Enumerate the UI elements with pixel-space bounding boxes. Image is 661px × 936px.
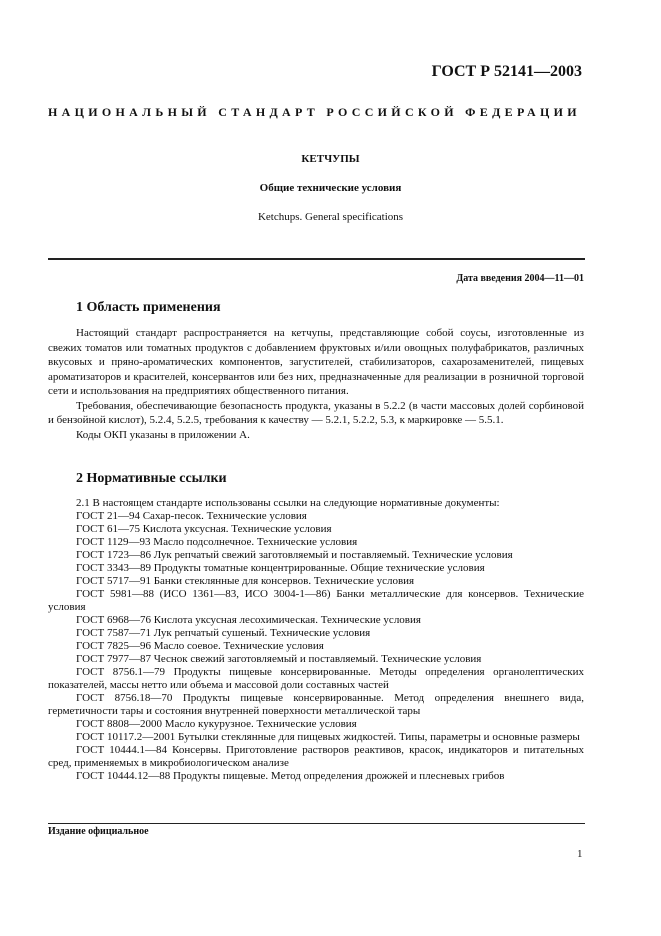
reference-item: ГОСТ 8808—2000 Масло кукурузное. Технические условия: [76, 718, 357, 730]
reference-item: ГОСТ 1723—86 Лук репчатый свежий заготовляемый и поставляемый. Технические условия: [76, 549, 513, 561]
document-subtitle: Общие технические условия: [259, 182, 402, 194]
page-number: 1: [577, 848, 583, 860]
section-2-heading: 2 Нормативные ссылки: [76, 471, 227, 486]
section-1-body: [48, 326, 584, 442]
reference-item: ГОСТ 7977—87 Чеснок свежий заготовляемый и поставляемый. Технические условия: [76, 653, 482, 665]
header-divider: [48, 258, 585, 260]
document-title: КЕТЧУПЫ: [301, 153, 360, 165]
reference-item: ГОСТ 7825—96 Масло соевое. Технические условия: [76, 640, 324, 652]
official-edition-label: Издание официальное: [48, 826, 149, 837]
reference-item: ГОСТ 6968—76 Кислота уксусная лесохимическая. Технические условия: [76, 614, 421, 626]
english-title: Ketchups. General specifications: [257, 211, 404, 223]
reference-item: ГОСТ 10444.12—88 Продукты пищевые. Метод определения дрожжей и плесневых грибов: [76, 770, 505, 782]
reference-item: ГОСТ 61—75 Кислота уксусная. Технические условия: [76, 523, 332, 535]
reference-item: ГОСТ 3343—89 Продукты томатные концентрированные. Общие технические условия: [76, 562, 485, 574]
section-1-paragraph: Настоящий стандарт распространяется на кетчупы, представляющие собой соусы, изготовленные из свежих томатов или томатных продуктов с добавлением фруктовых и/или овощных полуфабрикатов, различных вкусовых и пряно-ароматических компонентов, загустителей, стабилизаторов, сахарозаменителей, пищевых ароматизаторов и красителей, консервантов или без них, предназначенные для реализации в розничной торговой сети и использования на предприятиях общественного питания.: [48, 327, 584, 397]
reference-item: ГОСТ 1129—93 Масло подсолнечное. Технические условия: [76, 536, 358, 548]
reference-item: ГОСТ 21—94 Сахар-песок. Технические условия: [76, 510, 307, 522]
footer-divider: [48, 823, 585, 824]
references-intro: 2.1 В настоящем стандарте использованы ссылки на следующие нормативные документы:: [76, 497, 500, 509]
reference-item: ГОСТ 7587—71 Лук репчатый сушеный. Технические условия: [76, 627, 371, 639]
national-standard-banner: НАЦИОНАЛЬНЫЙ СТАНДАРТ РОССИЙСКОЙ ФЕДЕРАЦИИ: [48, 105, 581, 119]
introduction-date: Дата введения 2004—11—01: [456, 273, 584, 284]
reference-item: ГОСТ 8756.1—79 Продукты пищевые консервированные. Методы определения органолептических показателей, массы нетто или объема и массовой доли составных частей: [48, 666, 584, 691]
normative-references-list: [48, 497, 584, 783]
document-number: ГОСТ Р 52141—2003: [431, 63, 582, 80]
section-1-paragraph: Коды ОКП указаны в приложении А.: [76, 428, 250, 441]
reference-item: ГОСТ 5981—88 (ИСО 1361—83, ИСО 3004-1—86) Банки металлические для консервов. Технические условия: [48, 588, 584, 613]
reference-item: ГОСТ 5717—91 Банки стеклянные для консервов. Технические условия: [76, 575, 415, 587]
section-1-paragraph: Требования, обеспечивающие безопасность продукта, указаны в 5.2.2 (в части массовых долей сорбиновой и бензойной кислот), 5.2.4, 5.2.5, требования к качеству — 5.2.1, 5.2.2, 5.3, к маркировке — 5.5.1.: [48, 399, 584, 426]
reference-item: ГОСТ 10117.2—2001 Бутылки стеклянные для пищевых жидкостей. Типы, параметры и основные размеры: [76, 731, 580, 743]
section-1-heading: 1 Область применения: [76, 300, 221, 315]
reference-item: ГОСТ 10444.1—84 Консервы. Приготовление растворов реактивов, красок, индикаторов и питательных сред, применяемых в микробиологическом анализе: [48, 744, 584, 769]
reference-item: ГОСТ 8756.18—70 Продукты пищевые консервированные. Метод определения внешнего вида, герметичности тары и состояния внутренней поверхности металлической тары: [48, 692, 584, 717]
